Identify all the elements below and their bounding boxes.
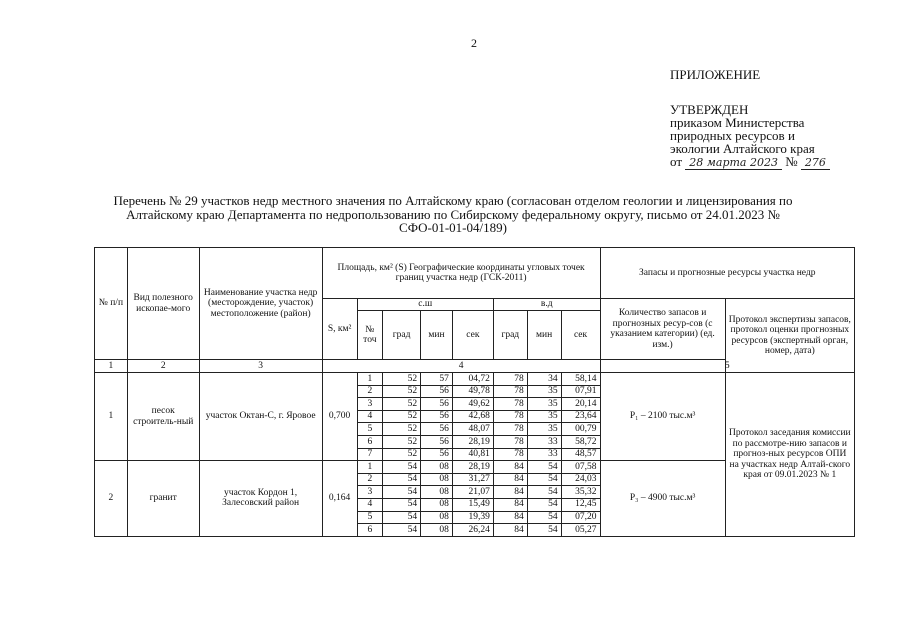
point-number: 4	[357, 410, 383, 423]
lon-sec: 24,03	[561, 473, 600, 486]
reserve-quantity: P₁ – 2100 тыс.м³	[600, 373, 725, 461]
lon-deg: 84	[493, 473, 527, 486]
lat-min: 56	[421, 435, 453, 448]
expert-protocol: Протокол заседания комиссии по рассмотре-нию запасов и прогноз-ных ресурсов ОПИ на участках недр Алтай-ского края от 09.01.2023 № 1	[725, 373, 854, 537]
point-number: 6	[357, 435, 383, 448]
header-longitude: в.д	[493, 299, 600, 311]
lon-sec: 23,64	[561, 410, 600, 423]
order-prefix: от	[670, 154, 683, 169]
lon-min: 54	[527, 511, 561, 524]
point-number: 5	[357, 423, 383, 436]
lon-sec: 07,20	[561, 511, 600, 524]
lat-sec: 28,19	[452, 435, 493, 448]
lon-min: 35	[527, 423, 561, 436]
lat-sec: 26,24	[452, 524, 493, 537]
plot-name: участок Кордон 1, Залесовский район	[199, 461, 322, 537]
lat-sec: 48,07	[452, 423, 493, 436]
header-lon-deg: град	[493, 311, 527, 360]
lat-deg: 52	[383, 435, 421, 448]
header-protocol: Протокол экспертизы запасов, протокол оценки прогнозных ресурсов (экспертный орган, номер, дата)	[725, 299, 854, 373]
lon-deg: 78	[493, 373, 527, 386]
lon-sec: 05,27	[561, 524, 600, 537]
lat-min: 56	[421, 423, 453, 436]
lon-min: 33	[527, 448, 561, 461]
header-reserves: Запасы и прогнозные ресурсы участка недр	[600, 248, 854, 299]
lat-deg: 54	[383, 473, 421, 486]
lon-sec: 07,58	[561, 461, 600, 474]
approval-line: приказом Министерства	[670, 115, 805, 130]
lat-min: 08	[421, 473, 453, 486]
lon-min: 35	[527, 410, 561, 423]
lon-deg: 84	[493, 511, 527, 524]
header-area-coordinates: Площадь, км² (S) Географические координаты угловых точек границ участка недр (ГСК-2011)	[322, 248, 600, 299]
lon-min: 54	[527, 486, 561, 499]
lat-deg: 52	[383, 385, 421, 398]
order-date-handwritten: 28 марта 2023	[685, 156, 782, 170]
header-latitude: с.ш	[357, 299, 493, 311]
mineral-kind: гранит	[127, 461, 199, 537]
header-lon-min: мин	[527, 311, 561, 360]
lat-min: 08	[421, 461, 453, 474]
header-point: № точ	[357, 311, 383, 360]
lat-sec: 15,49	[452, 498, 493, 511]
column-index: 5	[600, 360, 854, 373]
lat-deg: 52	[383, 398, 421, 411]
lat-min: 56	[421, 410, 453, 423]
lat-min: 56	[421, 385, 453, 398]
lon-deg: 78	[493, 435, 527, 448]
column-index: 3	[199, 360, 322, 373]
lon-min: 54	[527, 461, 561, 474]
approval-line: природных ресурсов и	[670, 128, 795, 143]
lon-deg: 78	[493, 410, 527, 423]
reserve-quantity: P₃ – 4900 тыс.м³	[600, 461, 725, 537]
lon-deg: 84	[493, 498, 527, 511]
lat-sec: 04,72	[452, 373, 493, 386]
header-lat-min: мин	[421, 311, 453, 360]
lon-deg: 84	[493, 461, 527, 474]
lon-sec: 48,57	[561, 448, 600, 461]
lat-sec: 31,27	[452, 473, 493, 486]
lat-deg: 54	[383, 498, 421, 511]
approved-label: УТВЕРЖДЕН	[670, 102, 749, 117]
column-index: 2	[127, 360, 199, 373]
order-number-handwritten: 276	[801, 156, 830, 170]
plot-name: участок Октан-С, г. Яровое	[199, 373, 322, 461]
lat-sec: 42,68	[452, 410, 493, 423]
lat-sec: 49,62	[452, 398, 493, 411]
lat-min: 56	[421, 398, 453, 411]
lon-sec: 00,79	[561, 423, 600, 436]
point-number: 7	[357, 448, 383, 461]
point-number: 3	[357, 486, 383, 499]
point-number: 2	[357, 473, 383, 486]
lon-min: 35	[527, 398, 561, 411]
header-lon-sec: сек	[561, 311, 600, 360]
lon-sec: 35,32	[561, 486, 600, 499]
point-number: 6	[357, 524, 383, 537]
document-heading: Перечень № 29 участков недр местного значения по Алтайскому краю (согласован отделом геологии и лицензирования по Алтайскому краю Департамента по недропользованию по Сибирскому федеральному округу, письмо от 24.01.2023 № СФО-01-01-04/189)	[113, 193, 793, 235]
lon-sec: 20,14	[561, 398, 600, 411]
lat-min: 08	[421, 486, 453, 499]
lon-deg: 78	[493, 385, 527, 398]
lat-deg: 54	[383, 486, 421, 499]
lat-deg: 54	[383, 524, 421, 537]
lat-deg: 52	[383, 373, 421, 386]
point-number: 1	[357, 373, 383, 386]
lon-deg: 78	[493, 448, 527, 461]
lat-sec: 28,19	[452, 461, 493, 474]
lon-sec: 12,45	[561, 498, 600, 511]
appendix-title: ПРИЛОЖЕНИЕ	[670, 67, 761, 82]
lon-sec: 58,14	[561, 373, 600, 386]
lon-min: 34	[527, 373, 561, 386]
header-no: № п/п	[95, 248, 128, 360]
column-index: 1	[95, 360, 128, 373]
lat-deg: 52	[383, 423, 421, 436]
header-kind: Вид полезного ископае-мого	[127, 248, 199, 360]
table-row	[95, 373, 855, 386]
page-number: 2	[471, 36, 477, 50]
approval-line: экологии Алтайского края	[670, 141, 815, 156]
header-name: Наименование участка недр (месторождение, участок) местоположение (район)	[199, 248, 322, 360]
header-lat-deg: град	[383, 311, 421, 360]
lat-min: 57	[421, 373, 453, 386]
lat-deg: 54	[383, 461, 421, 474]
lat-deg: 54	[383, 511, 421, 524]
lat-sec: 49,78	[452, 385, 493, 398]
lon-deg: 78	[493, 423, 527, 436]
row-number: 2	[95, 461, 128, 537]
approval-block	[670, 68, 830, 169]
point-number: 3	[357, 398, 383, 411]
order-line	[670, 155, 830, 169]
lon-min: 54	[527, 524, 561, 537]
point-number: 1	[357, 461, 383, 474]
lon-sec: 07,91	[561, 385, 600, 398]
lat-sec: 21,07	[452, 486, 493, 499]
lon-deg: 78	[493, 398, 527, 411]
lon-min: 54	[527, 473, 561, 486]
lat-deg: 52	[383, 410, 421, 423]
order-no-prefix: №	[785, 154, 798, 169]
header-quantity: Количество запасов и прогнозных ресур-сов (с указанием категории) (ед. изм.)	[600, 299, 725, 360]
point-number: 4	[357, 498, 383, 511]
mineral-kind: песок строитель-ный	[127, 373, 199, 461]
lon-min: 33	[527, 435, 561, 448]
header-lat-sec: сек	[452, 311, 493, 360]
lat-sec: 40,81	[452, 448, 493, 461]
lat-min: 08	[421, 511, 453, 524]
plot-area: 0,164	[322, 461, 357, 537]
lat-min: 56	[421, 448, 453, 461]
row-number: 1	[95, 373, 128, 461]
lat-min: 08	[421, 524, 453, 537]
lon-deg: 84	[493, 486, 527, 499]
subsoil-plots-table	[94, 247, 855, 537]
lon-deg: 84	[493, 524, 527, 537]
lat-deg: 52	[383, 448, 421, 461]
lat-sec: 19,39	[452, 511, 493, 524]
lat-min: 08	[421, 498, 453, 511]
header-s: S, км²	[322, 299, 357, 360]
column-index: 4	[322, 360, 600, 373]
point-number: 2	[357, 385, 383, 398]
lon-min: 54	[527, 498, 561, 511]
lon-min: 35	[527, 385, 561, 398]
lon-sec: 58,72	[561, 435, 600, 448]
plot-area: 0,700	[322, 373, 357, 461]
point-number: 5	[357, 511, 383, 524]
